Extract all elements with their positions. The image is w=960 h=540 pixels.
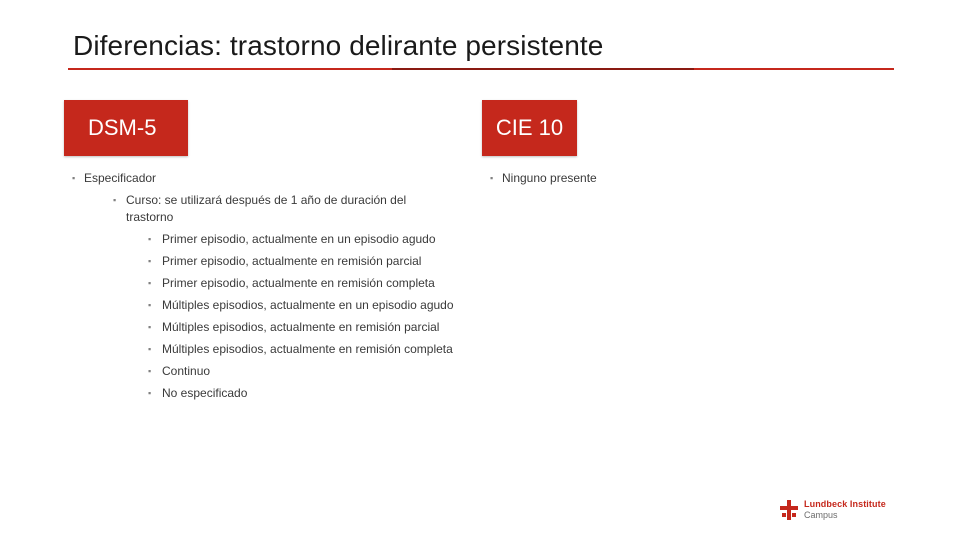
course-sublist	[84, 192, 454, 402]
cie10-header-label: CIE 10	[495, 115, 564, 140]
dsm5-bullet-list	[66, 170, 486, 407]
list-item-text: Múltiples episodios, actualmente en remisión completa	[162, 342, 453, 356]
list-item	[144, 363, 464, 380]
list-item-text: Múltiples episodios, actualmente en un episodio agudo	[162, 298, 454, 312]
list-item-text: No especificado	[162, 386, 248, 400]
list-item-text: Primer episodio, actualmente en remisión parcial	[162, 254, 422, 268]
list-item	[144, 275, 464, 292]
slide-title: Diferencias: trastorno delirante persistente	[73, 30, 604, 61]
list-item-ninguno	[484, 170, 784, 187]
title-underline-accent	[392, 68, 694, 70]
cie10-bullet-list	[484, 170, 784, 187]
list-item-text: Continuo	[162, 364, 211, 378]
logo-text-line1: Lundbeck Institute	[804, 499, 886, 509]
logo-text-line2: Campus	[804, 510, 838, 520]
list-item	[144, 319, 464, 336]
list-item	[144, 385, 464, 402]
list-item-text: Especificador	[84, 171, 157, 185]
list-item-text: Curso: se utilizará después de 1 año de duración del trastorno	[126, 193, 407, 224]
dsm5-header-box	[64, 100, 188, 156]
dsm5-header-label: DSM-5	[88, 115, 157, 140]
list-item-curso	[108, 192, 454, 402]
list-item-text: Múltiples episodios, actualmente en remisión parcial	[162, 320, 440, 334]
lundbeck-logo	[780, 499, 900, 521]
list-item	[144, 253, 464, 270]
cie10-header-box	[482, 100, 577, 156]
list-item-text: Ninguno presente	[502, 171, 597, 185]
list-item	[144, 341, 464, 358]
list-item-text: Primer episodio, actualmente en remisión completa	[162, 276, 435, 290]
course-options-list	[126, 231, 464, 402]
list-item-text: Primer episodio, actualmente en un episodio agudo	[162, 232, 436, 246]
lundbeck-cross-icon	[780, 500, 798, 520]
list-item	[144, 297, 464, 314]
list-item	[144, 231, 464, 248]
list-item-especificador	[66, 170, 486, 402]
